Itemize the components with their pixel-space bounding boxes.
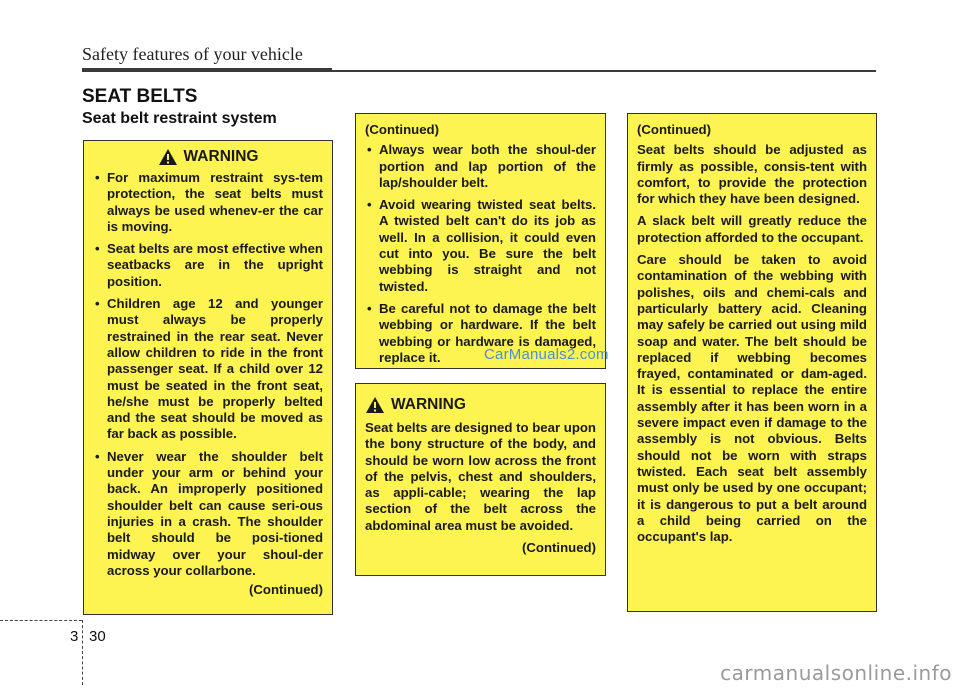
list-item: • Seat belts are most effective when seatbacks are in the upright position. [93,241,323,290]
list-item: • Be careful not to damage the belt webbing or hardware. If the belt webbing or hardware is damaged, replace it. [365,301,596,366]
warning-list [93,170,323,579]
warning-list [365,142,596,366]
warning-box-1 [83,140,333,615]
list-item: • Children age 12 and younger must always be properly restrained in the rear seat. Never allow children to ride in the front passenger seat. If a child over 12 must be seated in the front seat, he/she must be properly belted and the seat should be moved as far back as possible. [93,296,323,443]
warning-box-3 [355,383,606,576]
paragraph: Care should be taken to avoid contamination of the webbing with polishes, oils and chemi-cals and particularly battery acid. Cleaning may safely be carried out using mild soap and water. The belt should be replaced if webbing becomes frayed, contaminated or dam-aged. It is essential to replace the entire assembly after it has been worn in a severe impact even if damage to the assembly is not obvious. Belts should not be worn with straps twisted. Each seat belt assembly must only be used by one occupant; it is dangerous to put a belt around a child being carried on the occupant's lap. [637,252,867,545]
warning-box-2 [355,113,606,369]
watermark-link[interactable]: CarManuals2.com [484,346,609,363]
section-title: SEAT BELTS [82,86,198,107]
site-watermark: carmanualsonline.info [720,661,952,685]
page-number: 30 [89,628,106,645]
footer-rule [0,620,82,621]
list-item: • For maximum restraint sys-tem protection, the seat belts must always be used whenev-er the car is moving. [93,170,323,235]
warning-triangle-icon [158,148,178,166]
header-rule [82,68,332,72]
paragraph: Seat belts should be adjusted as firmly as possible, consis-tent with comfort, to provide the protection for which they have been designed. [637,142,867,207]
warning-label: WARNING [183,147,259,165]
continued-label: (Continued) [365,122,439,137]
header-title: Safety features of your vehicle [82,44,303,64]
list-item: • Never wear the shoulder belt under your arm or behind your back. An improperly positioned shoulder belt can cause seri-ous injuries in a crash. The shoulder belt should be posi-tioned midway over your shoul-der across your collarbone. [93,449,323,579]
continued-label: (Continued) [637,122,711,137]
list-item: • Always wear both the shoul-der portion and lap portion of the lap/shoulder belt. [365,142,596,191]
section-subtitle: Seat belt restraint system [82,110,277,127]
chapter-number: 3 [70,628,79,645]
warning-text: Seat belts are designed to bear upon the bony structure of the body, and should be worn low across the front of the pelvis, chest and shoulders, as appli-cable; wearing the lap section of the belt across the abdominal area must be avoided. [365,420,596,533]
paragraph: A slack belt will greatly reduce the protection afforded to the occupant. [637,213,867,245]
warning-header [93,148,323,166]
continued-label: (Continued) [522,540,596,556]
warning-label: WARNING [391,395,466,413]
warning-box-4 [627,113,877,612]
list-item: • Avoid wearing twisted seat belts. A twisted belt can't do its job as well. In a collision, it could even cut into you. Be sure the belt webbing is straight and not twisted. [365,197,596,295]
continued-label: (Continued) [249,582,323,598]
footer-divider [82,620,84,685]
header-rule-thin [332,70,876,72]
warning-header [365,396,596,414]
warning-triangle-icon [365,396,385,414]
